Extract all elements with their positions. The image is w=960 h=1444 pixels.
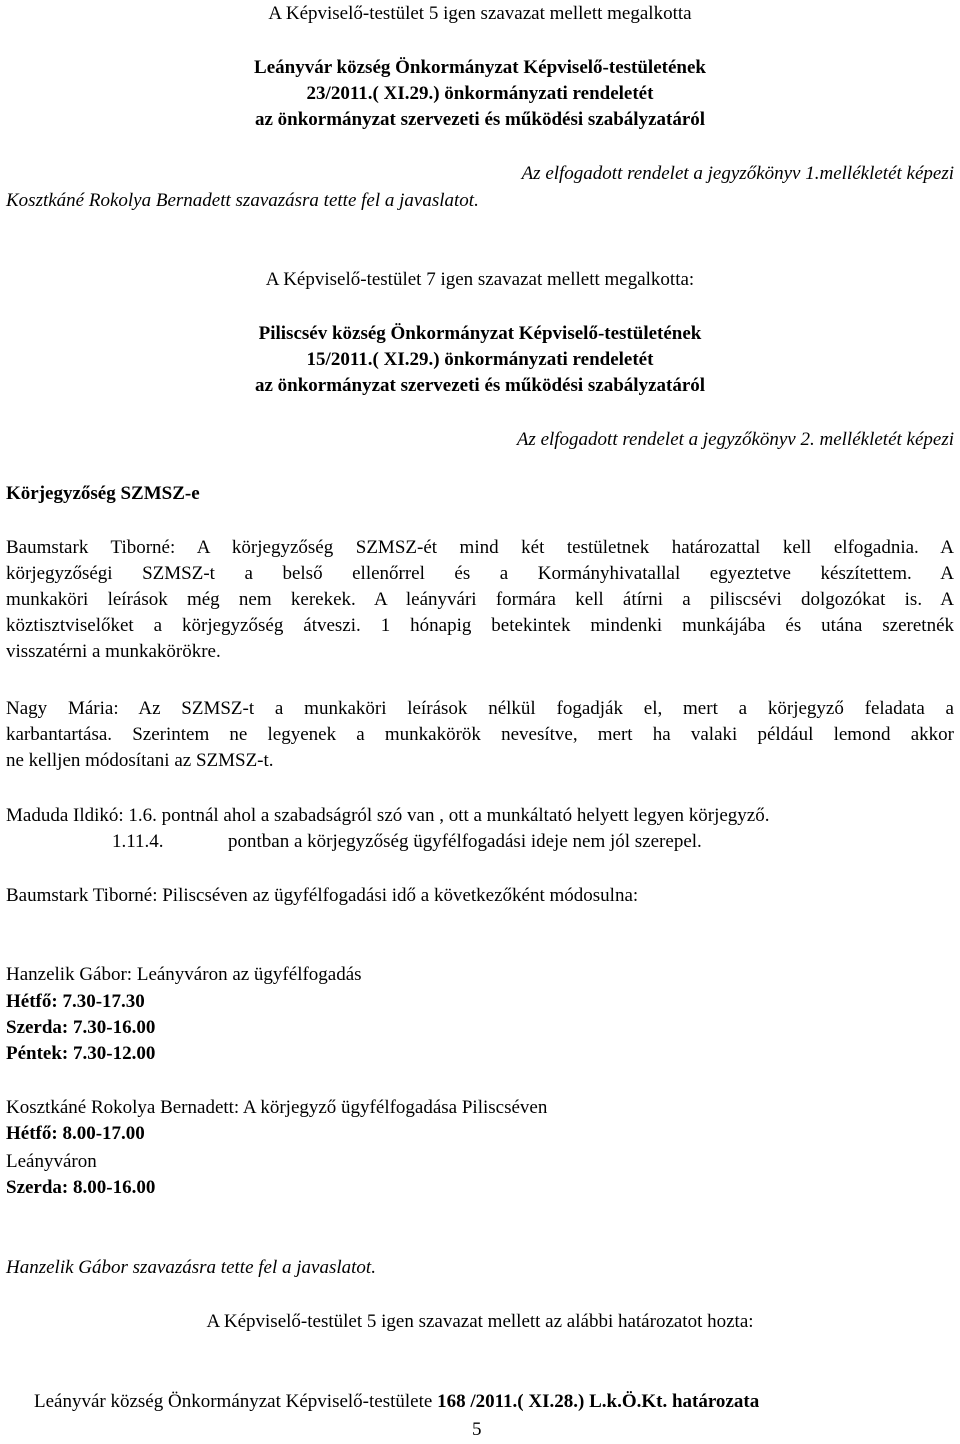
ordinance-subject-1: az önkormányzat szervezeti és működési szabályzatáról <box>254 109 706 130</box>
para3-line2: pontban a körjegyzőség ügyfélfogadási ideje nem jól szerepel. <box>228 831 702 852</box>
annex-note-1: Az elfogadott rendelet a jegyzőkönyv 1.mellékletét képezi <box>521 163 954 184</box>
resolution-number: 168 /2011.( XI.28.) L.k.Ö.Kt. határozata <box>437 1391 760 1412</box>
page-number: 5 <box>472 1419 482 1440</box>
proposal-line-2: Hanzelik Gábor szavazásra tette fel a javaslatot. <box>6 1257 376 1278</box>
para2-line2: karbantartása. Szerintem ne legyenek a munkakörök nevesítve, mert ha valaki például lemond akkor <box>6 724 954 745</box>
ordinance-title-1: Leányvár község Önkormányzat Képviselő-testületének <box>254 57 706 78</box>
para1-line5: visszatérni a munkakörökre. <box>6 641 221 662</box>
para3-line1: Maduda Ildikó: 1.6. pontnál ahol a szabadságról szó van , ott a munkáltató helyett legyen körjegyző. <box>6 805 770 826</box>
para1-line4: köztisztviselőket a körjegyzőség átveszi. 1 hónapig betekintek mindenki munkájába és utána szeretnék <box>6 615 954 636</box>
para1-line2: körjegyzőségi SZMSZ-t a belső ellenőrrel és a Kormányhivatallal egyeztetve készítettem. A <box>6 563 954 584</box>
section-heading: Körjegyzőség SZMSZ-e <box>6 483 200 504</box>
para3-number: 1.11.4. <box>112 831 164 852</box>
para4: Baumstark Tiborné: Piliscséven az ügyfélfogadási idő a következőként módosulna: <box>6 885 639 906</box>
ordinance-number-2: 15/2011.( XI.29.) önkormányzati rendeletét <box>306 349 654 370</box>
ordinance-title-2: Piliscsév község Önkormányzat Képviselő-testületének <box>258 323 702 344</box>
para1-line1: Baumstark Tiborné: A körjegyzőség SZMSZ-ét mind két testületnek határozattal kell elfogadnia. A <box>6 537 954 558</box>
resolution-prefix: Leányvár község Önkormányzat Képviselő-testülete <box>34 1391 433 1412</box>
hours2-monday: Hétfő: 8.00-17.00 <box>6 1123 145 1144</box>
annex-note-2: Az elfogadott rendelet a jegyzőkönyv 2. mellékletét képezi <box>516 429 954 450</box>
para2-line1: Nagy Mária: Az SZMSZ-t a munkaköri leírások nélkül fogadják el, mert a körjegyző feladata a <box>6 698 954 719</box>
hours1-wednesday: Szerda: 7.30-16.00 <box>6 1017 156 1038</box>
hours2-wednesday: Szerda: 8.00-16.00 <box>6 1177 156 1198</box>
hours1-friday: Péntek: 7.30-12.00 <box>6 1043 156 1064</box>
hours1-monday: Hétfő: 7.30-17.30 <box>6 991 145 1012</box>
hours2-place: Leányváron <box>6 1151 97 1172</box>
vote-line-1: A Képviselő-testület 5 igen szavazat mellett megalkotta <box>268 3 692 24</box>
resolution-title <box>34 1390 759 1414</box>
hours2-intro: Kosztkáné Rokolya Bernadett: A körjegyző ügyfélfogadása Piliscséven <box>6 1097 548 1118</box>
para1-line3: munkaköri leírások még nem kerekek. A leányvári formára kell átírni a piliscsévi dolgozókat is. A <box>6 589 954 610</box>
proposal-line-1: Kosztkáné Rokolya Bernadett szavazásra tette fel a javaslatot. <box>6 190 479 211</box>
vote-line-3: A Képviselő-testület 5 igen szavazat mellett az alábbi határozatot hozta: <box>206 1311 754 1332</box>
hours1-intro: Hanzelik Gábor: Leányváron az ügyfélfogadás <box>6 964 362 985</box>
ordinance-subject-2: az önkormányzat szervezeti és működési szabályzatáról <box>254 375 706 396</box>
para2-line3: ne kelljen módosítani az SZMSZ-t. <box>6 750 274 771</box>
ordinance-number-1: 23/2011.( XI.29.) önkormányzati rendeletét <box>306 83 654 104</box>
vote-line-2: A Képviselő-testület 7 igen szavazat mellett megalkotta: <box>265 269 695 290</box>
